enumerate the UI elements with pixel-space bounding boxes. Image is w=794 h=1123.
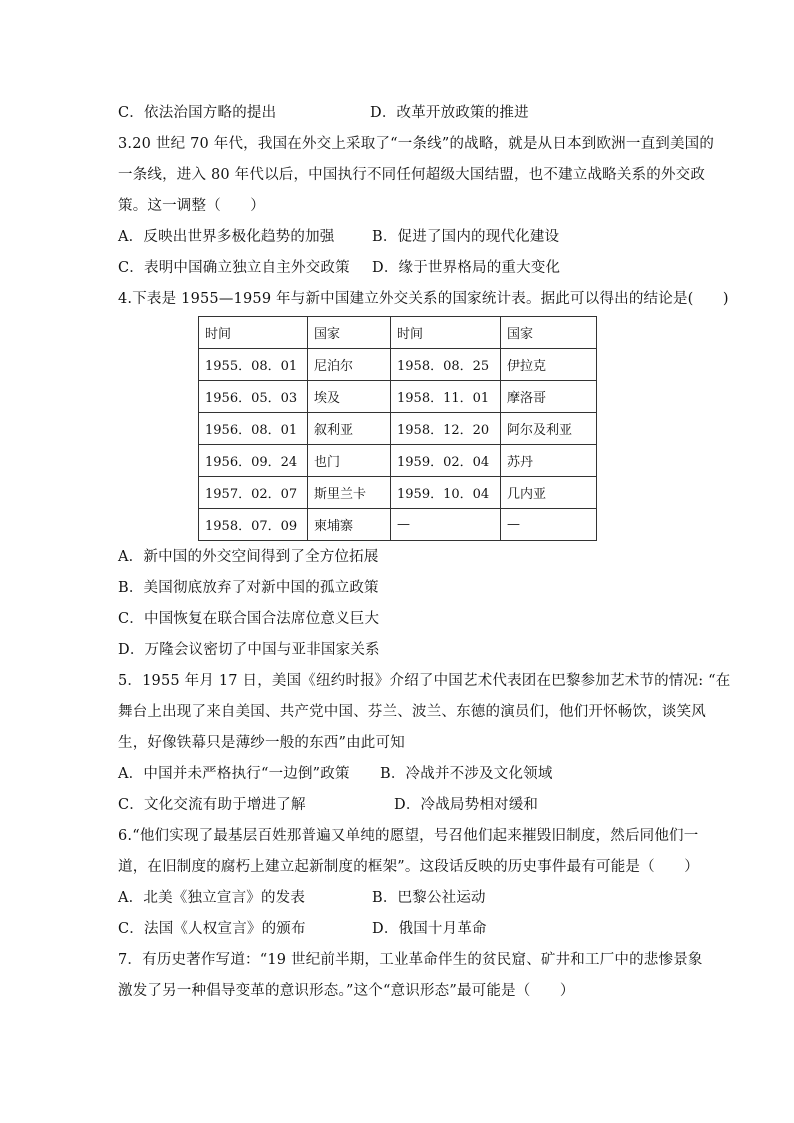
exam-page bbox=[118, 98, 731, 1007]
table-cell: 1958．07．09 bbox=[199, 509, 308, 541]
q5-option-d[interactable]: D．冷战局势相对缓和 bbox=[394, 797, 539, 813]
q2-options-cd bbox=[118, 98, 678, 129]
table-row bbox=[199, 413, 597, 445]
q4-option-b[interactable]: B．美国彻底放弃了对新中国的孤立政策 bbox=[118, 580, 379, 596]
table-cell: 尼泊尔 bbox=[308, 349, 391, 381]
table-cell: 苏丹 bbox=[501, 445, 597, 477]
q3-stem-line-2: 一条线，进入 80 年代以后，中国执行不同任何超级大国结盟，也不建立战略关系的外交政 bbox=[118, 167, 706, 183]
table-cell: 也门 bbox=[308, 445, 391, 477]
table-cell: 柬埔寨 bbox=[308, 509, 391, 541]
q4-option-a[interactable]: A．新中国的外交空间得到了全方位拓展 bbox=[118, 549, 379, 565]
q3-stem-line-3: 策。这一调整（ ） bbox=[118, 198, 265, 214]
table-cell: 1956．05．03 bbox=[199, 381, 308, 413]
q7-stem-line-2: 激发了另一种倡导变革的意识形态。”这个“意识形态”最可能是（ ） bbox=[118, 983, 575, 999]
q3-option-a[interactable]: A．反映出世界多极化趋势的加强 bbox=[118, 229, 335, 245]
q3-option-c[interactable]: C．表明中国确立独立自主外交政策 bbox=[118, 260, 350, 276]
table-cell: 1958．12．20 bbox=[391, 413, 501, 445]
q2-option-c[interactable]: C．依法治国方略的提出 bbox=[118, 105, 277, 121]
table-row bbox=[199, 509, 597, 541]
q5-stem-line-1: 5．1955 年月 17 日，美国《纽约时报》介绍了中国艺术代表团在巴黎参加艺术节的情况: “在 bbox=[118, 673, 731, 689]
q6-stem-line-2: 道，在旧制度的腐朽上建立起新制度的框架”。这段话反映的历史事件最有可能是（ ） bbox=[118, 859, 699, 875]
q3-stem-line-1: 3.20 世纪 70 年代，我国在外交上采取了“一条线”的战略，就是从日本到欧洲一直到美国的 bbox=[118, 136, 715, 152]
q3-options-cd bbox=[118, 253, 678, 284]
table-header-cell: 国家 bbox=[308, 317, 391, 349]
diplomatic-relations-table bbox=[198, 316, 597, 541]
table-header-cell: 时间 bbox=[199, 317, 308, 349]
table-cell: 摩洛哥 bbox=[501, 381, 597, 413]
q5-option-a[interactable]: A．中国并未严格执行“一边倒”政策 bbox=[118, 766, 350, 782]
q3-option-d[interactable]: D．缘于世界格局的重大变化 bbox=[372, 260, 561, 276]
table-cell: 埃及 bbox=[308, 381, 391, 413]
table-cell: 1956．08．01 bbox=[199, 413, 308, 445]
q4-option-c[interactable]: C．中国恢复在联合国合法席位意义巨大 bbox=[118, 611, 380, 627]
q5-option-c[interactable]: C．文化交流有助于增进了解 bbox=[118, 797, 306, 813]
q3-option-b[interactable]: B．促进了国内的现代化建设 bbox=[372, 229, 560, 245]
q5-stem-line-3: 生，好像铁幕只是薄纱一般的东西”由此可知 bbox=[118, 735, 405, 751]
q2-option-d[interactable]: D．改革开放政策的推进 bbox=[370, 105, 529, 121]
table-header-row bbox=[199, 317, 597, 349]
table-cell: 1955．08．01 bbox=[199, 349, 308, 381]
table-row bbox=[199, 477, 597, 509]
table-cell: 几内亚 bbox=[501, 477, 597, 509]
table-cell: 1958．08．25 bbox=[391, 349, 501, 381]
q3-options-ab bbox=[118, 222, 678, 253]
q6-option-d[interactable]: D．俄国十月革命 bbox=[372, 921, 487, 937]
q6-option-b[interactable]: B．巴黎公社运动 bbox=[372, 890, 486, 906]
q6-options-ab bbox=[118, 883, 678, 914]
table-header-cell: 时间 bbox=[391, 317, 501, 349]
q5-option-b[interactable]: B．冷战并不涉及文化领域 bbox=[380, 766, 553, 782]
q5-stem-line-2: 舞台上出现了来自美国、共产党中国、芬兰、波兰、东德的演员们，他们开怀畅饮，谈笑风 bbox=[118, 704, 706, 720]
table-row bbox=[199, 381, 597, 413]
table-cell: — bbox=[501, 509, 597, 541]
q5-options-cd bbox=[118, 790, 678, 821]
table-cell: 斯里兰卡 bbox=[308, 477, 391, 509]
table-cell: — bbox=[391, 509, 501, 541]
table-cell: 伊拉克 bbox=[501, 349, 597, 381]
table-cell: 1956．09．24 bbox=[199, 445, 308, 477]
q6-stem-line-1: 6.“他们实现了最基层百姓那普遍又单纯的愿望，号召他们起来摧毁旧制度，然后同他们一 bbox=[118, 828, 699, 844]
table-header-cell: 国家 bbox=[501, 317, 597, 349]
q6-option-c[interactable]: C．法国《人权宣言》的颁布 bbox=[118, 921, 306, 937]
table-cell: 1958．11．01 bbox=[391, 381, 501, 413]
table-row bbox=[199, 349, 597, 381]
q6-option-a[interactable]: A．北美《独立宣言》的发表 bbox=[118, 890, 306, 906]
table-cell: 阿尔及利亚 bbox=[501, 413, 597, 445]
table-cell: 1959．02．04 bbox=[391, 445, 501, 477]
table-cell: 1957．02．07 bbox=[199, 477, 308, 509]
q5-options-ab bbox=[118, 759, 678, 790]
q4-stem: 4.下表是 1955—1959 年与新中国建立外交关系的国家统计表。据此可以得出的结论是( ) bbox=[118, 291, 729, 307]
table-cell: 叙利亚 bbox=[308, 413, 391, 445]
table-row bbox=[199, 445, 597, 477]
table-cell: 1959．10．04 bbox=[391, 477, 501, 509]
q7-stem-line-1: 7．有历史著作写道：“19 世纪前半期，工业革命伴生的贫民窟、矿井和工厂中的悲惨景象 bbox=[118, 952, 703, 968]
q4-option-d[interactable]: D．万隆会议密切了中国与亚非国家关系 bbox=[118, 642, 380, 658]
q6-options-cd bbox=[118, 914, 678, 945]
